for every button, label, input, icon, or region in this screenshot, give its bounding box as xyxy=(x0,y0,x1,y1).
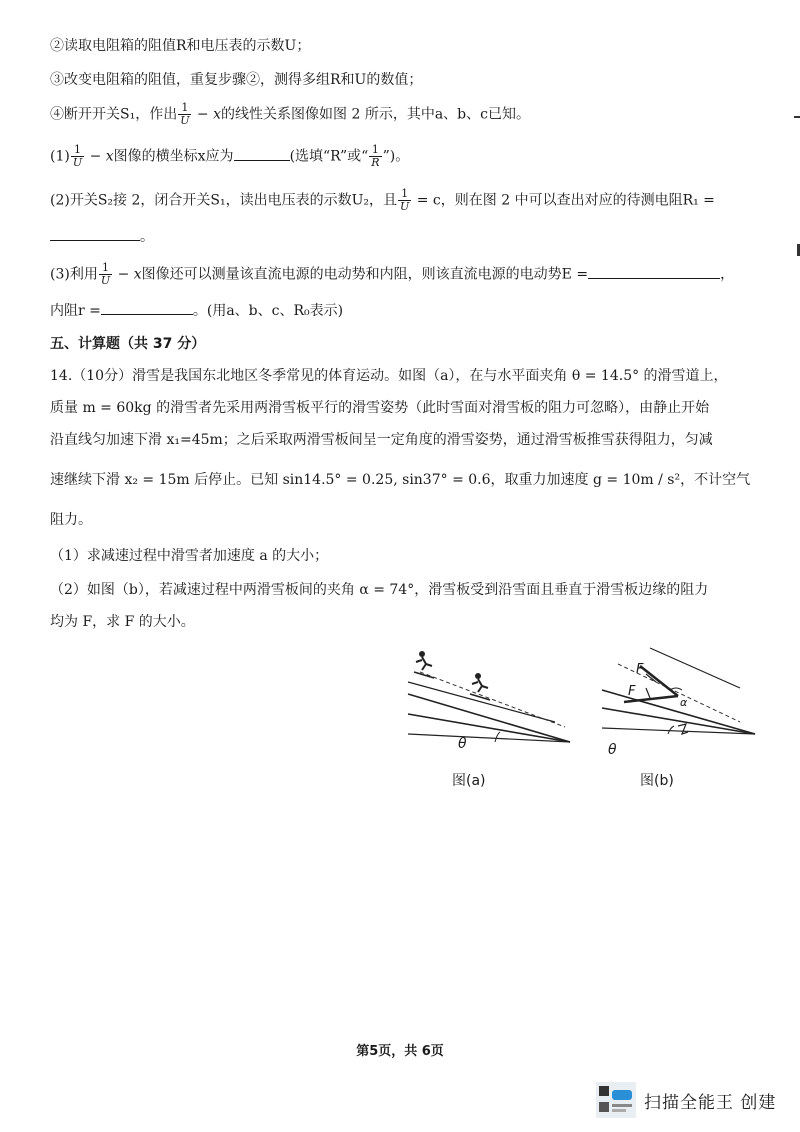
q2-eq: = c，则在图 2 中可以查出对应的待测电阻R₁ = xyxy=(412,192,715,209)
minus-x: − x xyxy=(113,266,142,283)
q1-suffix: (选填“R”或“ xyxy=(289,148,369,165)
step-4-pre: ④断开开关S₁，作出 xyxy=(50,106,178,123)
angle-arc xyxy=(495,732,500,742)
figure-b-F1-label: F xyxy=(636,662,644,677)
handwritten-mark xyxy=(678,724,688,734)
page-number: 第5页，共 6页 xyxy=(356,1044,444,1059)
q1-prefix: (1) xyxy=(50,148,70,165)
q1-mid: 图像的横坐标x应为 xyxy=(113,148,234,165)
figure-a-caption: 图(a) xyxy=(452,773,486,789)
figure-a-ski-slope xyxy=(400,642,580,762)
q3-r-label: 内阻r = xyxy=(50,303,101,319)
question-2 xyxy=(50,188,715,213)
fraction-1-over-U: $\frac{1}{U}$ xyxy=(180,101,190,127)
slope-top-edge xyxy=(650,648,740,688)
q2-end: 。 xyxy=(140,229,154,245)
q3-r-end: 。(用a、b、c、R₀表示) xyxy=(192,303,344,319)
scanner-text: 扫描全能王 创建 xyxy=(644,1092,777,1113)
skier-1-icon xyxy=(414,651,434,678)
skier-2-icon xyxy=(470,673,490,700)
answer-blank-internal-resistance[interactable] xyxy=(101,300,193,315)
minus-x: − x xyxy=(85,148,114,165)
angle-arc xyxy=(668,726,674,734)
fraction-1-over-U: $\frac{1}{U}$ xyxy=(72,143,83,169)
question-3 xyxy=(50,262,734,287)
figure-b-caption: 图(b) xyxy=(640,773,674,789)
answer-blank-q2[interactable] xyxy=(50,226,140,241)
ground-line xyxy=(602,728,755,734)
problem-14-line-5: 阻力。 xyxy=(50,512,92,528)
figure-b-alpha-label: α xyxy=(680,696,688,709)
minus-x: − x xyxy=(192,106,222,123)
section-5-title: 五、计算题（共 37 分） xyxy=(50,336,206,352)
q3-comma: ， xyxy=(720,266,735,283)
question-1 xyxy=(50,144,409,169)
scanner-watermark xyxy=(596,1082,776,1118)
ski-board-upper xyxy=(640,666,678,696)
step-3: ③改变电阻箱的阻值，重复步骤②，测得多组R和U的数值； xyxy=(50,72,423,88)
step-4-post: 的线性关系图像如图 2 所示，其中a、b、c已知。 xyxy=(221,106,530,123)
fraction-1-over-U: $\frac{1}{U}$ xyxy=(400,187,410,213)
step-4 xyxy=(50,102,530,127)
step-2: ②读取电阻箱的阻值R和电压表的示数U； xyxy=(50,38,311,54)
q3-pre: (3)利用 xyxy=(50,266,98,283)
problem-14-line-3: 沿直线匀加速下滑 x₁=45m；之后采取两滑雪板间呈一定角度的滑雪姿势，通过滑雪板推雪获得阻力，匀减 xyxy=(50,432,713,448)
q2-pre: (2)开关S₂接 2，闭合开关S₁，读出电压表的示数U₂，且 xyxy=(50,192,398,209)
problem-14-line-1: 14.（10分）滑雪是我国东北地区冬季常见的体育运动。如图（a），在与水平面夹角 θ = 14.5° 的滑雪道上， xyxy=(50,368,728,384)
problem-14-sub-2b: 均为 F，求 F 的大小。 xyxy=(50,614,195,630)
problem-14-line-4: 速继续下滑 x₂ = 15m 后停止。已知 sin14.5° = 0.25, sin37° = 0.6，取重力加速度 g = 10m / s²，不计空气 xyxy=(50,472,751,488)
problem-14-sub-2a: （2）如图（b），若减速过程中两滑雪板间的夹角 α = 74°，滑雪板受到沿雪面且垂直于滑雪板边缘的阻力 xyxy=(50,582,709,598)
figure-a-theta-label: θ xyxy=(458,736,467,752)
fraction-1-over-U: $\frac{1}{U}$ xyxy=(100,261,111,287)
figure-b-theta-label: θ xyxy=(608,742,617,758)
q1-suffix-end: ”)。 xyxy=(382,148,410,165)
answer-blank-q1[interactable] xyxy=(234,146,290,161)
figure-b-F2-label: F xyxy=(628,684,636,699)
scan-edge-mark xyxy=(794,116,800,118)
scanner-logo-icon xyxy=(596,1082,636,1118)
q3-mid: 图像还可以测量该直流电源的电动势和内阻，则该直流电源的电动势E = xyxy=(141,266,589,283)
question-3-resistance xyxy=(50,300,343,321)
fraction-1-over-R: $\frac{1}{R}$ xyxy=(371,143,380,169)
problem-14-line-2: 质量 m = 60kg 的滑雪者先采用两滑雪板平行的滑雪姿势（此时雪面对滑雪板的阻力可忽略），由静止开始 xyxy=(50,400,710,416)
answer-blank-emf[interactable] xyxy=(588,264,720,279)
question-2-answer xyxy=(50,226,154,247)
force-arrow-2 xyxy=(646,688,650,698)
problem-14-sub-1: （1）求减速过程中滑雪者加速度 a 的大小； xyxy=(50,548,329,564)
